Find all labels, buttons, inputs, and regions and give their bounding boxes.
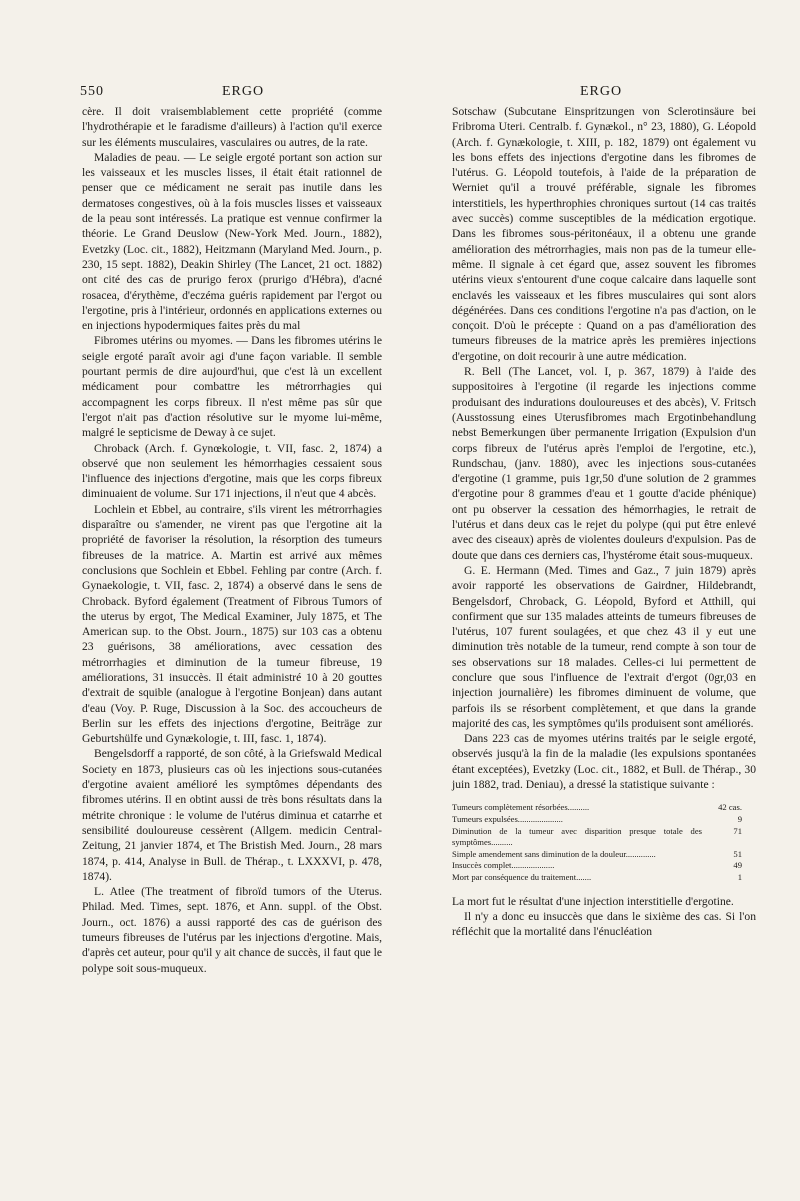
statistics-label: Insuccès complet.................... [452, 860, 555, 871]
paragraph: Dans 223 cas de myomes utérins traités par le seigle ergoté, observés jusqu'à la fin de la maladie (les expulsions spontanées étant exceptées), Evetzky (Loc. cit., 1882, et Bull. de Thérap., 30 juin 1882, trad. Deniau), a dressé la statistique suivante : [452, 732, 756, 792]
statistics-label: Simple amendement sans diminution de la douleur.............. [452, 848, 656, 859]
statistics-table [452, 802, 742, 883]
statistics-value: 42 cas. [718, 802, 742, 813]
statistics-row [452, 826, 742, 849]
statistics-label: Diminution de la tumeur avec disparition presque totale des symptômes.......... [452, 825, 702, 848]
paragraph: R. Bell (The Lancet, vol. I, p. 367, 1879) à l'aide des suppositoires à l'ergotine (il regarde les injections comme produisant des indurations douloureuses et des abcès), V. Fritsch (Ausstossung eines Uterusfibromes mach Ergotinbehandlung nebst Bemerkungen über permanente Irrigation (Expulsion d'un corps fibreux de l'utérus après l'emploi de l'ergotine, etc.), Rundschau, (janv. 1880), avec les injections sous-cutanées d'ergotine (1 gramme, puis 1gr,50 d'une solution de 2 grammes d'ergotine pour 8 grammes d'eau et 1 goutte d'acide phénique) ont pu observer la cessation des hémorrhagies, le retrait de l'utérus et dans deux cas le rejet du polype (qui put être enlevé avec des ciseaux) après de violentes douleurs d'expulsion. Pas de doute que dans ces derniers cas, l'hystérome était sous-muqueux. [452, 365, 756, 562]
statistics-value: 1 [737, 871, 742, 882]
paragraph: Bengelsdorff a rapporté, de son côté, à la Griefswald Medical Society en 1873, plusieurs cas où les injections sous-cutanées d'ergotine avaient amélioré les symptômes dépendants des fibromes utérins. Il en obtint aussi de très bons résultats dans la métrite chronique : le volume de l'utérus diminua et catarrhe et sensibilité douloureuse cessèrent (Allgem. medicin Central-Zeitung, 21 janvier 1874, et The Bristish Med. Journ., 28 mars 1874, p. 414, Analyse in Bull. de Thérap., t. LXXXVI, p. 478, 1874). [82, 747, 382, 883]
paragraph: G. E. Hermann (Med. Times and Gaz., 7 juin 1879) après avoir rapporté les observations de Gairdner, Hildebrandt, Bengelsdorf, Chroback, G. Léopold, Byford et Atthill, qui confirment que sur 135 malades atteints de tumeurs fibreuses de l'utérus, 107 furent soulagées, et que chez 43 il y eut une diminution très notable de la tumeur, rend compte à son tour de ses observations sur 18 malades. Celles-ci lui permettent de conclure que sous l'influence de l'extrait d'ergot (0gr,03 en injection journalière) les fibromes diminuent de volume, que parfois ils se résorbent complètement, et que dans la grande majorité des cas, les symptômes qu'ils produisent sont améliorés. [452, 563, 756, 730]
paragraph: Maladies de peau. — Le seigle ergoté portant son action sur les vaisseaux et les muscles lisses, il était était rationnel de penser que ce médicament ne serait pas inutile dans les dermatoses congestives, où à la fois muscles lisses et vaisseaux de la peau sont intéressés. La pratique est vennue confirmer la théorie. Le Grand Deuslow (New-York Med. Journ., 1882), Evetzky (Loc. cit., 1882), Heitzmann (Maryland Med. Journ., p. 230, 15 sept. 1882), Deakin Shirley (The Lancet, 21 oct. 1882) ont cité des cas de prurigo ferox (prurigo d'Hébra), d'acné rosacea, d'érythème, d'eczéma guéris rapidement par l'ergot ou l'ergotine, pris à l'intérieur, ordonnés en applications externes ou en injections hypodermiques faites près du mal [82, 150, 382, 333]
paragraph: Sotschaw (Subcutane Einspritzungen von Sclerotinsäure bei Fribroma Uteri. Centralb. f. Gynækol., n° 23, 1880), G. Léopold (Arch. f. Gynækologie, t. XIII, p. 182, 1879) ont également vu les bons effets des injections d'ergotine dans les fibromes de l'utérus. G. Léopold toutefois, à l'aide de la préparation de Werniet qu'il a trouvé préférable, signale les fibromes interstitiels, les hyperthrophies chroniques surtout (14 cas traités avec succès) comme susceptibles de la médication ergotique. Dans les fibromes sous-péritonéaux, il a obtenu une grande amélioration des métrorrhagies, mais non pas de la tumeur elle-même. Il signale à cet égard que, assez souvent les fibromes utérins vieux s'entourent d'une coque calcaire dans laquelle sont enclavés les vaisseaux et les fibres musculaires qui sont alors dégénérées. Dans ces conditions l'ergotine n'a pas d'action, on le conçoit. D'où le précepte : Quand on a pas d'amélioration des tumeurs fibreuses de la matrice après les premières injections d'ergotine, on doit recourir à une autre médication. [452, 105, 756, 363]
paragraph: Chroback (Arch. f. Gynœkologie, t. VII, fasc. 2, 1874) a observé que non seulement les hémorrhagies cessaient sous l'influence des injections d'ergotine, mais que les corps fibreux diminuaient de volume. Sur 171 injections, il n'eut que 4 abcès. [82, 441, 382, 501]
page-number: 550 [80, 84, 104, 99]
statistics-label: Tumeurs expulsées..................... [452, 813, 563, 824]
statistics-value: 9 [737, 813, 742, 824]
statistics-value: 71 [733, 825, 742, 836]
statistics-row [452, 802, 742, 814]
left-column [82, 104, 382, 976]
statistics-row [452, 872, 742, 884]
paragraph: Il n'y a donc eu insuccès que dans le sixième des cas. Si l'on réfléchit que la mortalité dans l'énucléation [452, 909, 756, 939]
running-head-right: ERGO [580, 84, 623, 99]
paragraph: Lochlein et Ebbel, au contraire, s'ils virent les métrorrhagies disparaître ou s'amender, ne virent pas que l'ergotine ait la propriété de favoriser la résolution, la résorption des tumeurs fibreuses de la matrice. A. Martin est arrivé aux mêmes conclusions que Sochlein et Ebbel. Fehling par contre (Arch. f. Gynaekologie, t. VII, fasc. 2, 1874) a observé dans le sens de Chroback. Byford également (Treatment of Fibrous Tumors of the uterus by ergot, The Medical Examiner, July 1875, et The American sup. to the Obst. Journ., 1875) sur 103 cas a obtenu 23 guérisons, 38 améliorations, avec cessation des métrorrhagies et diminution de la tumeur fibreuse, 19 améliorations, 31 insuccès. Il était administré 10 à 20 gouttes d'extrait de squible (analogue à l'ergotine Bonjean) dans autant d'eau (Voy. P. Ruge, Discussion à la Soc. des accoucheurs de Berlin sur les effets des injections d'ergotine, Beiträge zur Geburtshülfe und Gynækologie, t. III, fasc. 1, 1874). [82, 502, 382, 746]
statistics-row [452, 849, 742, 861]
statistics-row [452, 814, 742, 826]
paragraph: Fibromes utérins ou myomes. — Dans les fibromes utérins le seigle ergoté paraît avoir agi d'une façon variable. Il semble pourtant permis de dire aujourd'hui, que c'est là un excellent médicament pour combattre les métrorrhagies qui accompagnent les corps fibreux. Il n'est même pas sûr que l'ergot n'ait pas d'action résolutive sur le myome lui-même, malgré le septicisme de Deway à ce sujet. [82, 334, 382, 440]
statistics-label: Mort par conséquence du traitement....... [452, 871, 592, 882]
statistics-label: Tumeurs complètement résorbées.......... [452, 802, 590, 813]
paragraph: cère. Il doit vraisemblablement cette propriété (comme l'hydrothérapie et le faradisme d'ailleurs) à l'action qu'il exerce sur les éléments musculaires, vasculaires ou autres, de la rate. [82, 105, 382, 149]
statistics-value: 49 [733, 860, 742, 871]
paragraph: La mort fut le résultat d'une injection interstitielle d'ergotine. [452, 894, 734, 908]
right-column [452, 104, 756, 939]
statistics-row [452, 860, 742, 872]
statistics-value: 51 [733, 848, 742, 859]
paragraph: L. Atlee (The treatment of fibroïd tumors of the Uterus. Philad. Med. Times, sept. 1876, et Ann. suppl. of the Obst. Journ., oct. 1876) a aussi rapporté des cas de guérison des tumeurs fibreuses de l'utérus par les injections d'ergotine. Mais, d'après cet auteur, pour qu'il y ait chance de succès, il faut que le polype soit sous-muqueux. [82, 885, 382, 975]
running-head-left: ERGO [222, 84, 265, 99]
